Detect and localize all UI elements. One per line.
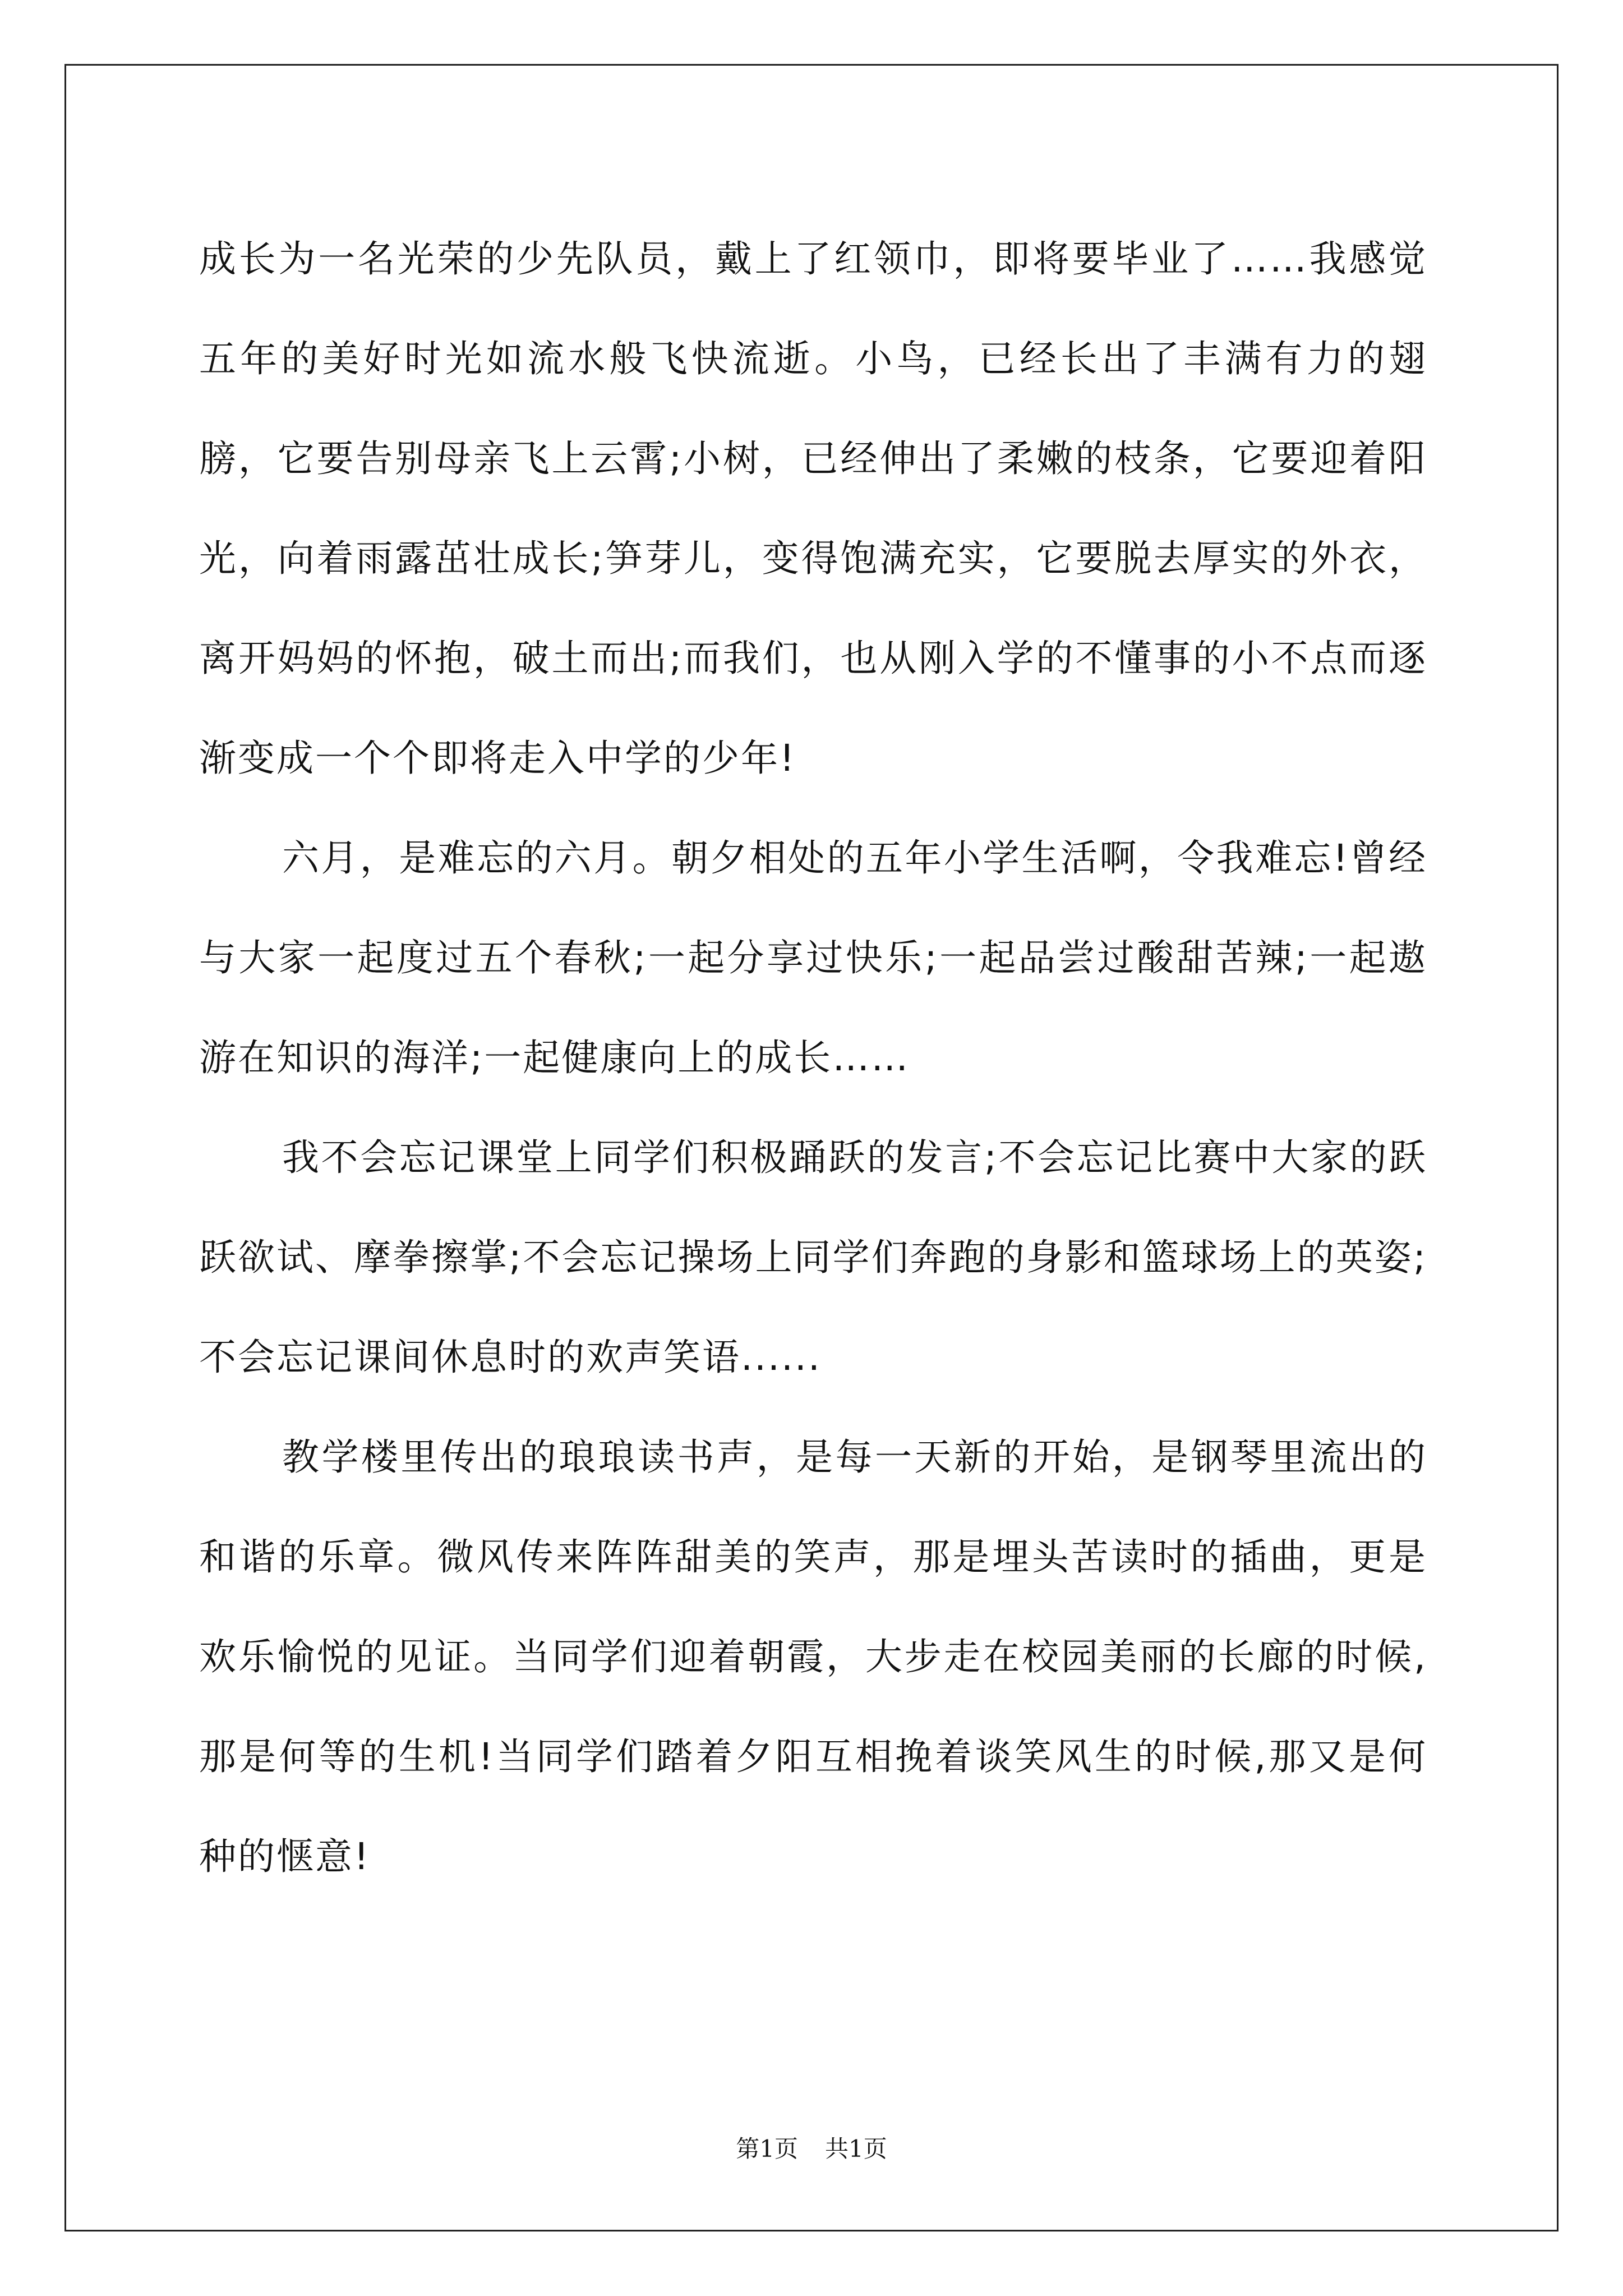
- document-body: [199, 209, 1427, 1907]
- page-number: 第1页: [736, 2135, 798, 2162]
- page-total: 共1页: [825, 2135, 887, 2162]
- paragraph-1: 成长为一名光荣的少先队员，戴上了红领巾，即将要毕业了……我感觉五年的美好时光如流水般飞快流逝。小鸟，已经长出了丰满有力的翅膀，它要告别母亲飞上云霄;小树，已经伸出了柔嫩的枝条，它要迎着阳光，向着雨露茁壮成长;笋芽儿，变得饱满充实，它要脱去厚实的外衣，离开妈妈的怀抱，破土而出;而我们，也从刚入学的不懂事的小不点而逐渐变成一个个即将走入中学的少年!: [199, 237, 1427, 780]
- paragraph-4: 教学楼里传出的琅琅读书声，是每一天新的开始，是钢琴里流出的和谐的乐章。微风传来阵阵甜美的笑声，那是埋头苦读时的插曲，更是欢乐愉悦的见证。当同学们迎着朝霞，大步走在校园美丽的长廊的时候,那是何等的生机!当同学们踏着夕阳互相挽着谈笑风生的时候,那又是何种的惬意!: [199, 1435, 1427, 1878]
- paragraph-3: 我不会忘记课堂上同学们积极踊跃的发言;不会忘记比赛中大家的跃跃欲试、摩拳擦掌;不会忘记操场上同学们奔跑的身影和篮球场上的英姿;不会忘记课间休息时的欢声笑语......: [199, 1136, 1427, 1379]
- paragraph-2: 六月，是难忘的六月。朝夕相处的五年小学生活啊，令我难忘!曾经与大家一起度过五个春秋;一起分享过快乐;一起品尝过酸甜苦辣;一起遨游在知识的海洋;一起健康向上的成长……: [199, 836, 1427, 1079]
- page-footer: [0, 2135, 1623, 2163]
